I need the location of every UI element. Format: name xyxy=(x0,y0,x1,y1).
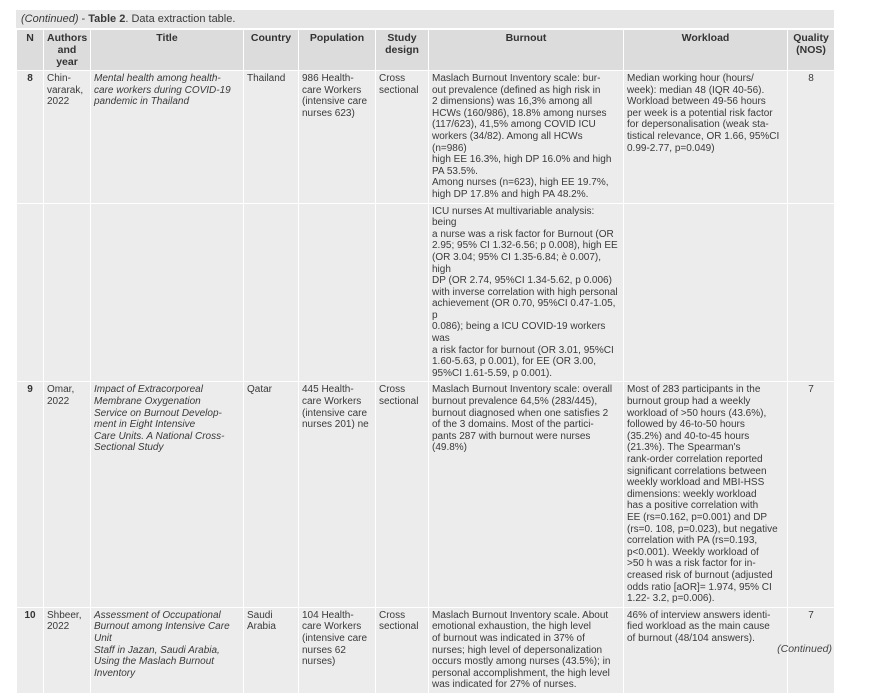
caption-rest: . Data extraction table. xyxy=(125,13,236,25)
cell-burnout: Maslach Burnout Inventory scale: overall burnout prevalence 64,5% (283/445), burnout diagnosed when one satisfies 2 of the 3 domains. Most of the partici- pants 287 with burnout were nurses (49.8%) xyxy=(429,382,624,607)
cell-n: 9 xyxy=(17,382,44,607)
table-header-row xyxy=(17,30,835,71)
header-burnout: Burnout xyxy=(429,30,624,71)
header-quality: Quality (NOS) xyxy=(788,30,835,71)
table-row xyxy=(17,71,835,204)
cell-country: Thailand xyxy=(244,71,299,204)
table-row xyxy=(17,382,835,607)
cell-population: 104 Health- care Workers (intensive care nurses 62 nurses) xyxy=(299,607,376,693)
caption-table-label: Table 2 xyxy=(88,13,126,25)
cell-workload: Median working hour (hours/ week): median 48 (IQR 40-56). Workload between 49-56 hours per week is a potential risk factor for depersonalisation (weak sta- tistical relevance, OR 1.66, 95%CI 0.99-2.77, p=0.049) xyxy=(624,71,788,204)
header-country: Country xyxy=(244,30,299,71)
table-caption xyxy=(16,10,834,28)
cell-design: Cross sectional xyxy=(376,71,429,204)
cell-n xyxy=(17,203,44,382)
header-n: N xyxy=(17,30,44,71)
cell-quality: 8 xyxy=(788,71,835,204)
cell-authors: Shbeer, 2022 xyxy=(44,607,91,693)
cell-quality: 7 xyxy=(788,382,835,607)
cell-design: Cross sectional xyxy=(376,382,429,607)
table-row xyxy=(17,203,835,382)
cell-workload: 46% of interview answers identi- fied workload as the main cause of burnout (48/104 answers). xyxy=(624,607,788,693)
cell-n: 8 xyxy=(17,71,44,204)
cell-title: Mental health among health- care workers during COVID-19 pandemic in Thailand xyxy=(91,71,244,204)
cell-burnout: Maslach Burnout Inventory scale: bur- out prevalence (defined as high risk in 2 dimensions) was 16,3% among all HCWs (160/986), 18.8% among nurses (117/623), 41,5% among COVID ICU workers (34/82). Among all HCWs (n=986) high EE 16.3%, high DP 16.0% and high PA 53.5%. Among nurses (n=623), high EE 19.7%, high DP 17.8% and high PA 48.2%. xyxy=(429,71,624,204)
cell-quality: 7 xyxy=(788,607,835,693)
cell-design xyxy=(376,203,429,382)
header-design: Study design xyxy=(376,30,429,71)
cell-country: Saudi Arabia xyxy=(244,607,299,693)
caption-dash: - xyxy=(78,13,89,25)
cell-workload xyxy=(624,203,788,382)
cell-design: Cross sectional xyxy=(376,607,429,693)
cell-burnout: ICU nurses At multivariable analysis: being a nurse was a risk factor for Burnout (OR 2.95; 95% CI 1.32-6.56; p 0.008), high EE (OR 3.04; 95% CI 1.35-6.84; è 0.007), high DP (OR 2.74, 95%CI 1.34-5.62, p 0.006) with inverse correlation with high personal achievement (OR 0.70, 95%CI 0.47-1.05, p 0.086); being a ICU COVID-19 workers was a risk factor for burnout (OR 3.01, 95%CI 1.60-5.63, p 0.001), for EE (OR 3.00, 95%CI 1.61-5.59, p 0.001). xyxy=(429,203,624,382)
cell-authors: Omar, 2022 xyxy=(44,382,91,607)
cell-population: 445 Health- care Workers (intensive care nurses 201) ne xyxy=(299,382,376,607)
cell-population xyxy=(299,203,376,382)
table-row xyxy=(17,607,835,693)
cell-population: 986 Health- care Workers (intensive care nurses 623) xyxy=(299,71,376,204)
header-workload: Workload xyxy=(624,30,788,71)
cell-burnout: Maslach Burnout Inventory scale. About emotional exhaustion, the high level of burnout was indicated in 37% of nurses; high level of depersonalization occurs mostly among nurses (43.5%); in personal accomplishment, the high level was indicated for 27% of nurses. xyxy=(429,607,624,693)
data-extraction-table xyxy=(16,29,835,694)
cell-title xyxy=(91,203,244,382)
header-title: Title xyxy=(91,30,244,71)
cell-n: 10 xyxy=(17,607,44,693)
cell-authors xyxy=(44,203,91,382)
cell-workload: Most of 283 participants in the burnout group had a weekly workload of >50 hours (43.6%), followed by 46-to-50 hours (35.2%) and 40-to-45 hours (21.3%). The Spearman's rank-order correlation reported significant correlations between weekly workload and MBI-HSS dimensions: weekly workload has a positive correlation with EE (rs=0.162, p=0.001) and DP (rs=0. 108, p=0.023), but negative correlation with PA (rs=0.193, p<0.001). Weekly workload of >50 h was a risk factor for in- creased risk of burnout (adjusted odds ratio [aOR]= 1.974, 95% CI 1.22- 3.2, p=0.006). xyxy=(624,382,788,607)
cell-country xyxy=(244,203,299,382)
header-population: Population xyxy=(299,30,376,71)
continued-footer: (Continued) xyxy=(777,643,832,655)
header-authors: Authors and year xyxy=(44,30,91,71)
cell-quality xyxy=(788,203,835,382)
cell-title: Impact of Extracorporeal Membrane Oxygenation Service on Burnout Develop- ment in Eight Intensive Care Units. A National Cross- Sectional Study xyxy=(91,382,244,607)
cell-country: Qatar xyxy=(244,382,299,607)
cell-authors: Chin- vararak, 2022 xyxy=(44,71,91,204)
cell-title: Assessment of Occupational Burnout among Intensive Care Unit Staff in Jazan, Saudi Arabia, Using the Maslach Burnout Inventory xyxy=(91,607,244,693)
caption-continued: (Continued) xyxy=(21,13,79,25)
